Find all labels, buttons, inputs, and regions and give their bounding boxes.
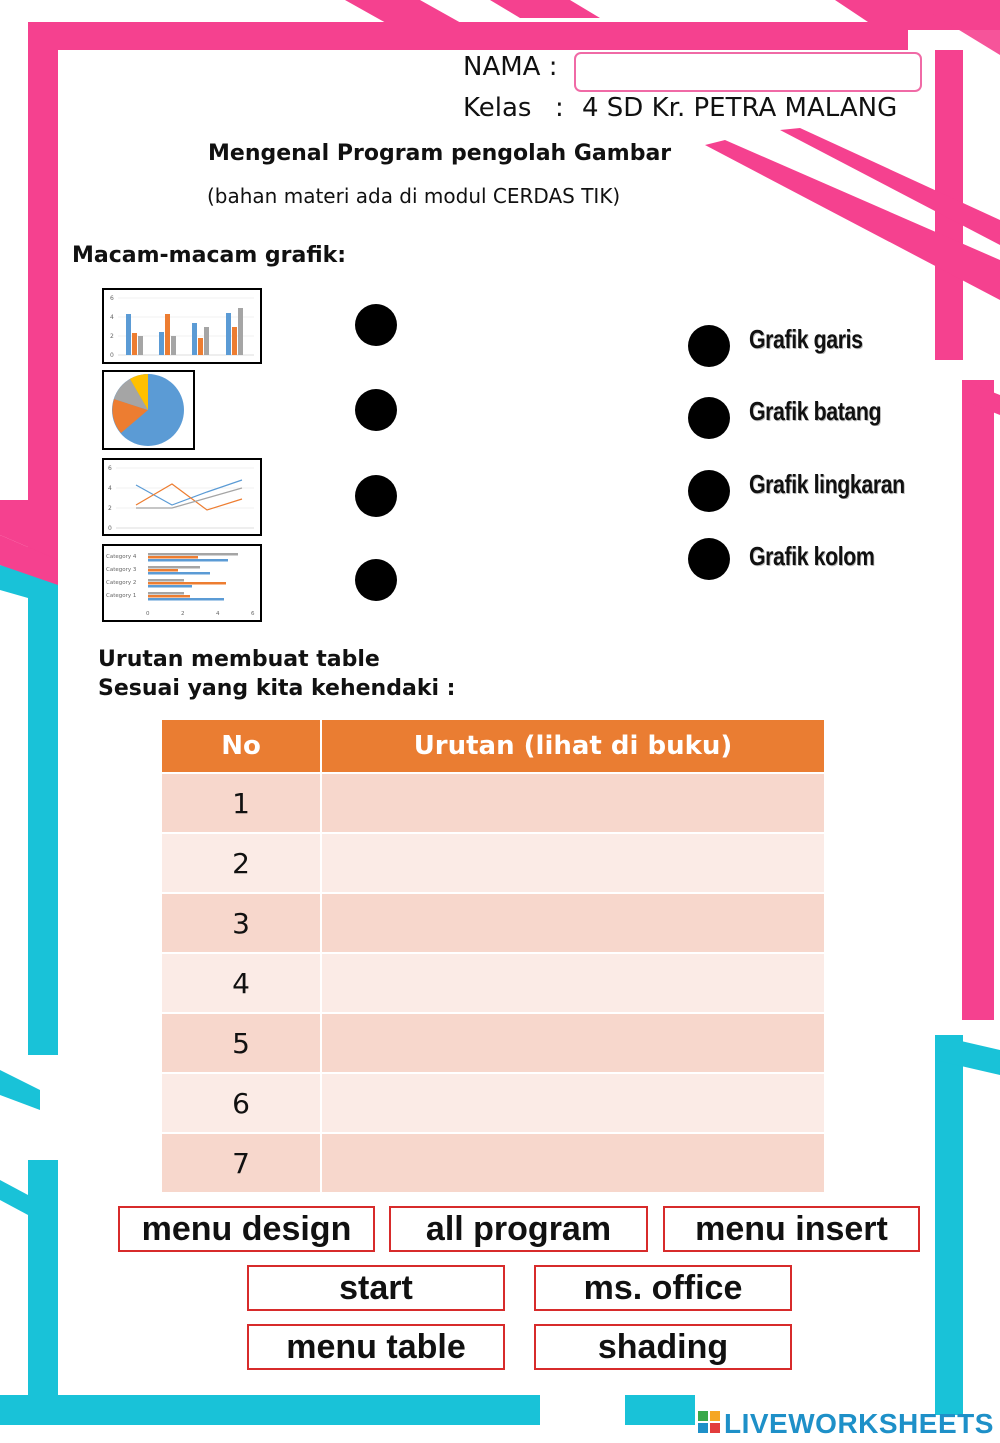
match-dot-left-2[interactable] <box>355 389 397 431</box>
table-row <box>162 833 825 893</box>
answer-drop-zone[interactable] <box>321 1013 825 1073</box>
drag-option-all-program[interactable]: all program <box>389 1206 648 1252</box>
answer-drop-zone[interactable] <box>321 1073 825 1133</box>
tick-label: Category 4 <box>106 554 137 560</box>
match-dot-left-3[interactable] <box>355 475 397 517</box>
tick-label: Category 2 <box>106 580 137 586</box>
row-number: 6 <box>162 1073 321 1133</box>
answer-drop-zone[interactable] <box>321 773 825 833</box>
option-grafik-batang: Grafik batang <box>749 396 882 426</box>
answer-drop-zone[interactable] <box>321 953 825 1013</box>
table-row <box>162 773 825 833</box>
line-chart-thumbnail <box>102 458 262 536</box>
page-subtitle: (bahan materi ada di modul CERDAS TIK) <box>207 184 621 208</box>
tick-label: Category 1 <box>106 593 137 599</box>
answer-drop-zone[interactable] <box>321 833 825 893</box>
tick-label: Category 3 <box>106 567 137 573</box>
answer-drop-zone[interactable] <box>321 1133 825 1192</box>
nama-label: NAMA : <box>463 52 558 82</box>
answer-drop-zone[interactable] <box>321 893 825 953</box>
drag-option-menu-insert[interactable]: menu insert <box>663 1206 920 1252</box>
tick-label: 6 <box>108 465 112 472</box>
option-grafik-garis: Grafik garis <box>749 324 863 354</box>
table-row <box>162 1073 825 1133</box>
table-row <box>162 1013 825 1073</box>
option-grafik-kolom: Grafik kolom <box>749 541 875 571</box>
option-grafik-lingkaran: Grafik lingkaran <box>749 469 905 499</box>
tick-label: 6 <box>110 295 114 302</box>
drag-option-menu-table[interactable]: menu table <box>247 1324 505 1370</box>
kelas-separator: : <box>555 93 564 123</box>
tick-label: 4 <box>108 485 112 492</box>
tick-label: 2 <box>110 333 114 340</box>
row-number: 1 <box>162 773 321 833</box>
match-dot-right-2[interactable] <box>688 397 730 439</box>
kelas-value: 4 SD Kr. PETRA MALANG <box>582 93 898 123</box>
pie-chart-thumbnail <box>102 370 195 450</box>
tick-label: 4 <box>216 611 220 617</box>
table-heading-line1: Urutan membuat table <box>98 647 380 672</box>
tick-label: 4 <box>110 314 114 321</box>
column-chart-thumbnail <box>102 288 262 364</box>
row-number: 7 <box>162 1133 321 1192</box>
drag-option-start[interactable]: start <box>247 1265 505 1311</box>
table-row <box>162 1133 825 1192</box>
column-header-no: No <box>162 720 321 773</box>
tick-label: 0 <box>108 525 112 532</box>
row-number: 2 <box>162 833 321 893</box>
page-title: Mengenal Program pengolah Gambar <box>208 141 672 166</box>
tick-label: 6 <box>251 611 255 617</box>
table-heading-line2: Sesuai yang kita kehendaki : <box>98 676 456 701</box>
drag-option-menu-design[interactable]: menu design <box>118 1206 375 1252</box>
match-dot-right-3[interactable] <box>688 470 730 512</box>
grafik-heading: Macam-macam grafik: <box>72 243 347 268</box>
tick-label: 0 <box>110 352 114 359</box>
row-number: 5 <box>162 1013 321 1073</box>
brand-name: LIVEWORKSHEETS <box>724 1408 994 1439</box>
drag-option-ms-office[interactable]: ms. office <box>534 1265 792 1311</box>
table-row <box>162 953 825 1013</box>
match-dot-left-4[interactable] <box>355 559 397 601</box>
kelas-label: Kelas <box>463 93 532 123</box>
nama-input[interactable] <box>574 52 922 92</box>
row-number: 3 <box>162 893 321 953</box>
bar-chart-thumbnail <box>102 544 262 622</box>
drag-option-shading[interactable]: shading <box>534 1324 792 1370</box>
match-dot-right-4[interactable] <box>688 538 730 580</box>
tick-label: 0 <box>146 611 150 617</box>
tick-label: 2 <box>108 505 112 512</box>
liveworksheets-logo-icon <box>698 1411 720 1433</box>
row-number: 4 <box>162 953 321 1013</box>
column-header-urutan: Urutan (lihat di buku) <box>321 720 825 773</box>
match-dot-left-1[interactable] <box>355 304 397 346</box>
steps-table <box>162 720 826 1192</box>
match-dot-right-1[interactable] <box>688 325 730 367</box>
table-row <box>162 893 825 953</box>
tick-label: 2 <box>181 611 185 617</box>
